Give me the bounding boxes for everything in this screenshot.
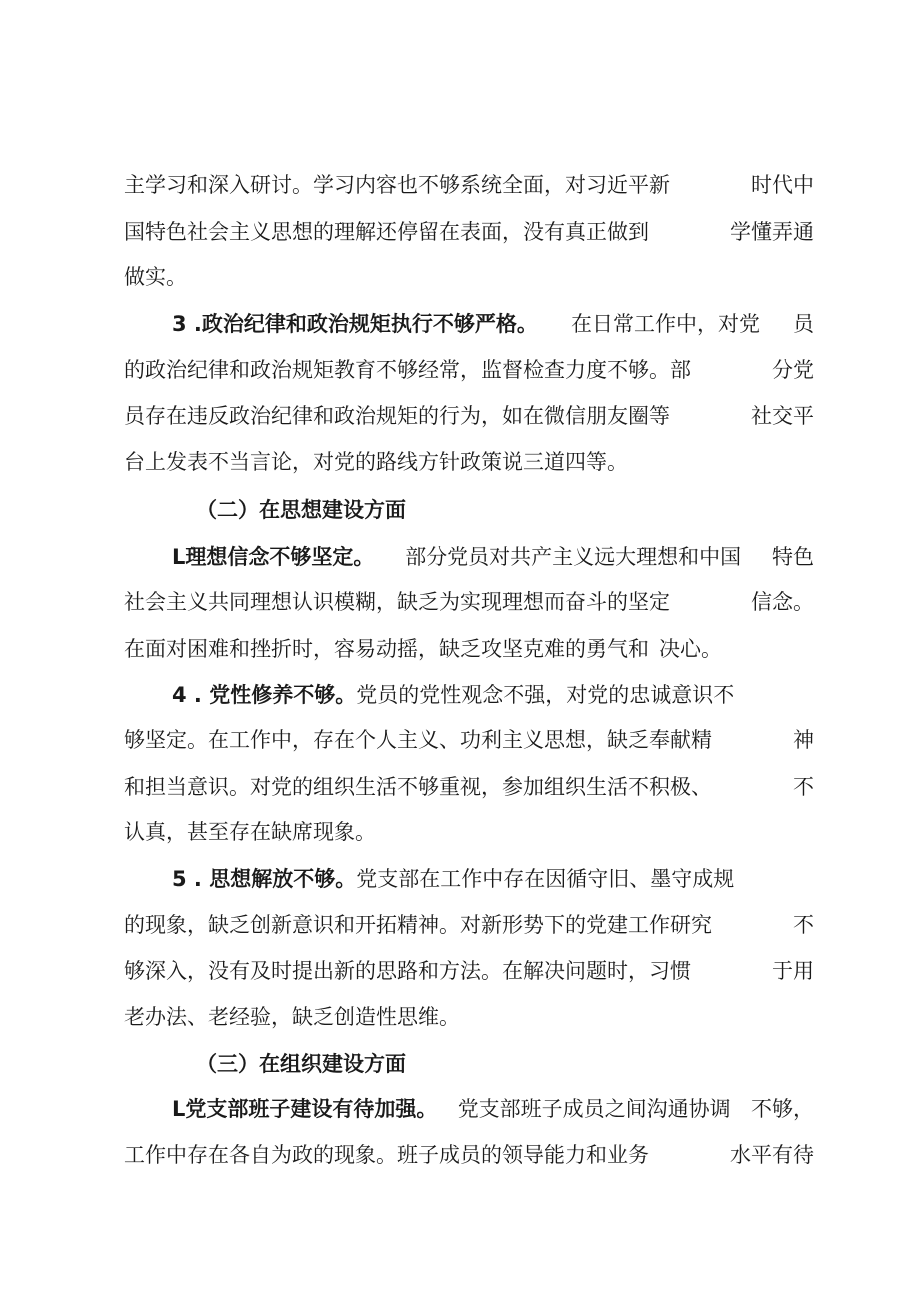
text-line	[124, 634, 814, 664]
text-segment: 员	[793, 312, 814, 336]
text-segment: 党支部在工作中存在因循守旧、墨守成规	[356, 867, 735, 891]
text-segment: 和担当意识。对党的组织生活不够重视，参加组织生活不积极、	[124, 775, 712, 799]
numbered-paragraph-start	[172, 680, 814, 710]
section-heading-text: （二）在思想建设方面	[196, 498, 406, 522]
text-line	[124, 772, 814, 802]
text-segment: 水平有待	[730, 1143, 814, 1167]
text-line	[124, 217, 814, 247]
text-line	[124, 170, 814, 200]
text-segment: 在日常工作中，对党	[570, 312, 760, 336]
numbered-paragraph-start	[172, 864, 814, 894]
text-segment: 的现象，缺乏创新意识和开拓精神。对新形势下的党建工作研究	[124, 913, 712, 937]
text-segment: 不	[793, 775, 814, 799]
text-segment: 员存在违反政治纪律和政治规矩的行为，如在微信朋友圈等	[124, 404, 670, 428]
text-segment: 在面对困难和挫折时，容易动摇，缺乏攻坚克难的勇气和	[124, 637, 649, 661]
text-segment: 决心。	[659, 637, 722, 661]
text-line	[124, 817, 814, 847]
text-segment: 于用	[772, 959, 814, 983]
paragraph-title: L理想信念不够坚定。	[172, 545, 375, 569]
numbered-paragraph-start	[172, 542, 814, 572]
text-line	[124, 1002, 814, 1032]
text-segment: 时代中	[751, 173, 814, 197]
text-segment: 特色	[771, 545, 814, 569]
text-line	[124, 956, 814, 986]
text-segment: 主学习和深入研讨。学习内容也不够系统全面，对习近平新	[124, 173, 670, 197]
paragraph-title: L党支部班子建设有待加强。	[172, 1097, 438, 1121]
text-line	[124, 401, 814, 431]
text-segment: 学懂弄通	[730, 220, 814, 244]
text-segment: 老办法、老经验，缺乏创造性思维。	[124, 1005, 460, 1029]
text-segment: 够坚定。在工作中，存在个人主义、功利主义思想，缺乏奉献精	[124, 728, 712, 752]
numbered-paragraph-start	[172, 1094, 814, 1124]
text-segment: 国特色社会主义思想的理解还停留在表面，没有真正做到	[124, 220, 649, 244]
text-line	[124, 587, 814, 617]
text-segment: 信念。	[751, 590, 814, 614]
text-line	[124, 262, 814, 292]
text-segment: 党支部班子成员之间沟通协调	[457, 1097, 731, 1121]
section-heading	[196, 495, 406, 525]
text-segment: 的政治纪律和政治规矩教育不够经常，监督检查力度不够。部	[124, 358, 691, 382]
text-segment: 做实。	[124, 265, 187, 289]
text-line	[124, 910, 814, 940]
numbered-paragraph-start	[172, 309, 814, 339]
text-segment: 不	[793, 913, 814, 937]
text-segment: 工作中存在各自为政的现象。班子成员的领导能力和业务	[124, 1143, 649, 1167]
text-segment: 分党	[772, 358, 814, 382]
text-segment: 社交平	[751, 404, 814, 428]
text-segment: 认真，甚至存在缺席现象。	[124, 820, 376, 844]
text-segment: 社会主义共同理想认识模糊，缺乏为实现理想而奋斗的坚定	[124, 590, 670, 614]
text-line	[124, 1140, 814, 1170]
text-segment: 党员的党性观念不强，对党的忠诚意识不	[356, 683, 735, 707]
text-line	[124, 447, 814, 477]
text-segment: 台上发表不当言论，对党的路线方针政策说三道四等。	[124, 450, 628, 474]
section-heading-text: （三）在组织建设方面	[196, 1052, 406, 1076]
paragraph-title: 3 .政治纪律和政治规矩执行不够严格。	[172, 312, 538, 336]
section-heading	[196, 1049, 406, 1079]
paragraph-title: 4 . 党性修养不够。	[172, 683, 357, 707]
text-line	[124, 725, 814, 755]
text-segment: 不够，	[750, 1097, 814, 1121]
text-segment: 够深入，没有及时提出新的思路和方法。在解决问题时，习惯	[124, 959, 691, 983]
paragraph-title: 5 . 思想解放不够。	[172, 867, 357, 891]
text-segment: 神	[793, 728, 814, 752]
text-line	[124, 355, 814, 385]
text-segment: 部分党员对共产主义远大理想和中国	[405, 545, 742, 569]
